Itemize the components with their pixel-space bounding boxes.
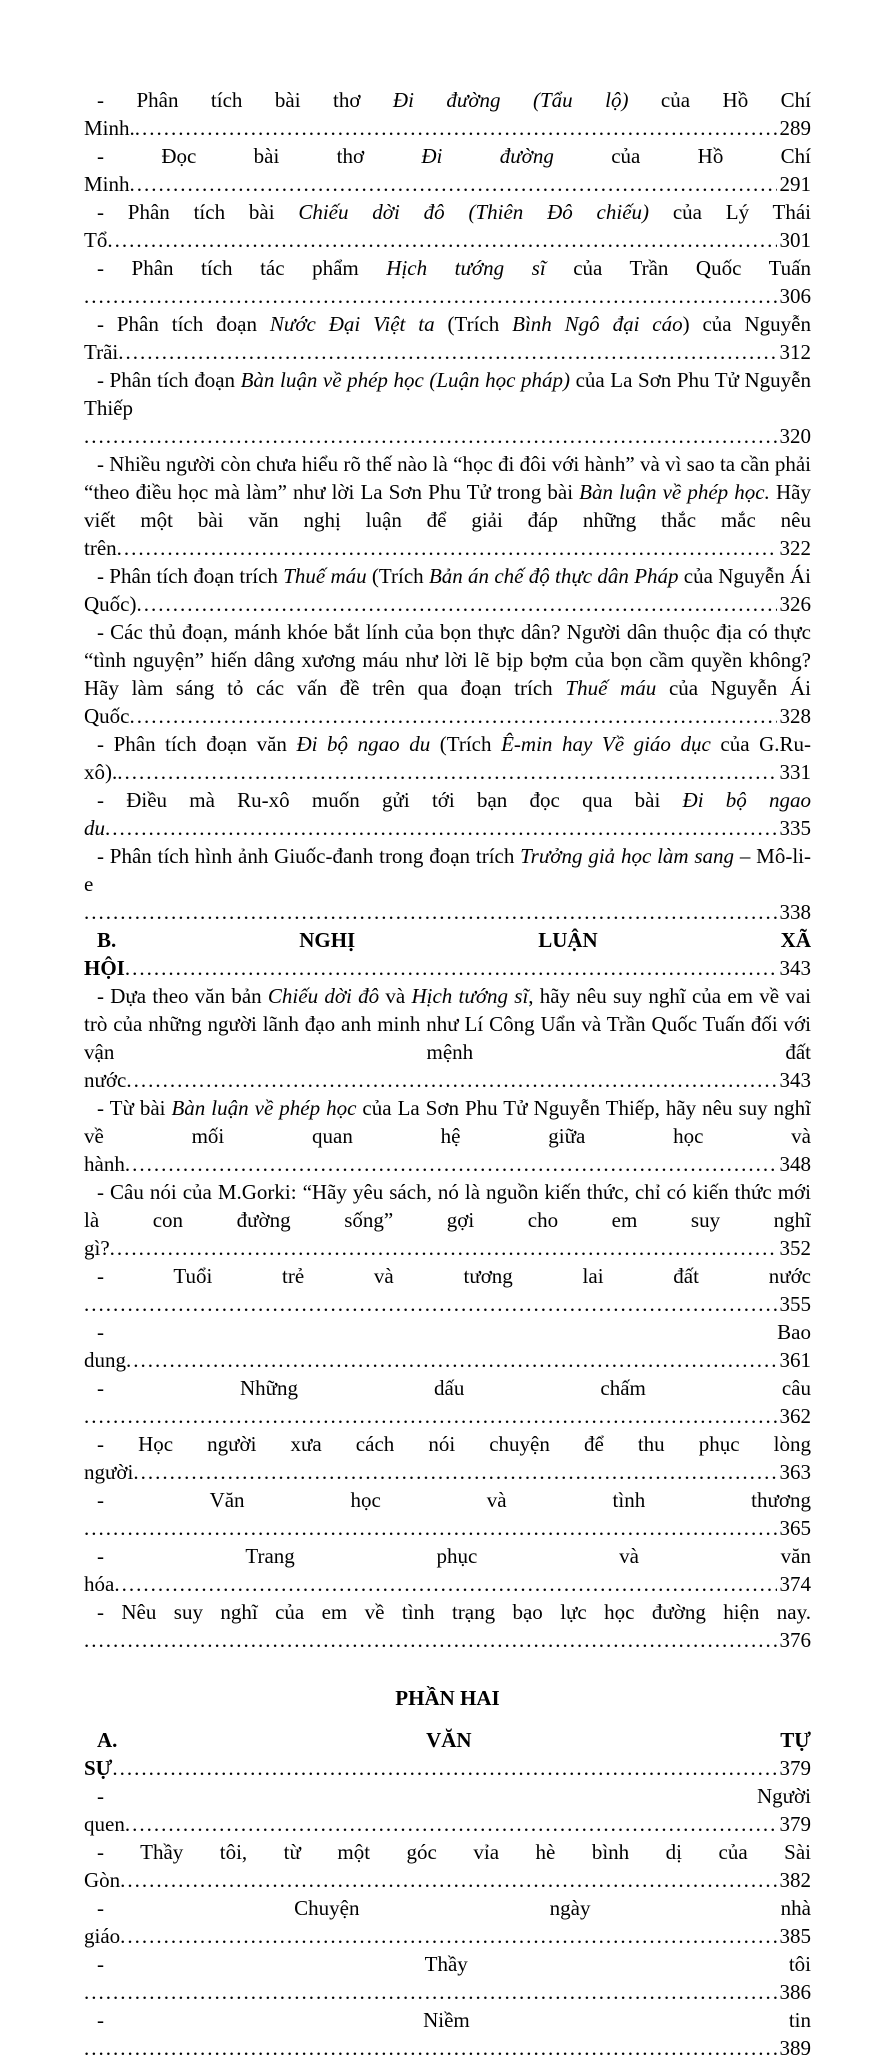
entry-text <box>84 984 811 1092</box>
page-number: 343 <box>777 954 812 982</box>
page-number: 348 <box>777 1150 812 1178</box>
toc-entry <box>84 86 811 142</box>
toc-entry <box>84 254 811 310</box>
entry-text-run: (Trích <box>430 732 502 756</box>
page-number: 363 <box>777 1458 812 1486</box>
toc-entry <box>84 1838 811 1894</box>
page-number: 301 <box>777 226 812 254</box>
entry-text <box>84 200 811 252</box>
entry-text-run: và <box>379 984 412 1008</box>
toc-entry <box>84 310 811 366</box>
page-number: 355 <box>777 1290 812 1318</box>
entry-text-run: - Dựa theo văn bản <box>97 984 268 1008</box>
entry-text <box>84 620 811 728</box>
entry-text-run: của Hồ Chí Minh <box>84 144 811 196</box>
entry-text-run: - Trang phục và văn hóa <box>84 1544 811 1596</box>
entry-text <box>84 844 811 924</box>
toc-section-heading <box>84 1726 811 1782</box>
entry-text-run: - Phân tích đoạn văn <box>97 732 297 756</box>
toc-entry <box>84 1542 811 1598</box>
entry-text-run: ) của Nguyễn Trãi <box>84 312 811 364</box>
entry-text <box>84 1600 811 1652</box>
entry-text <box>84 564 811 616</box>
toc-entry <box>84 1374 811 1430</box>
entry-text-run: - Tuổi trẻ và tương lai đất nước <box>97 1264 811 1288</box>
entry-text <box>84 1432 811 1484</box>
entry-text-run: Hãy viết một bài văn nghị luận để giải đáp những thắc mắc nêu trên <box>84 480 811 560</box>
entry-text <box>84 1376 811 1428</box>
page-number: 343 <box>777 1066 812 1094</box>
page-number: 331 <box>777 758 812 786</box>
page-number: 386 <box>777 1978 812 2006</box>
entry-text <box>84 1784 811 1836</box>
page-number: 291 <box>777 170 812 198</box>
entry-text-run: - Văn học và tình thương <box>97 1488 811 1512</box>
toc-entry <box>84 1950 811 2006</box>
entry-text <box>84 1180 811 1260</box>
entry-title-italic: Bình Ngô đại cáo <box>512 312 683 336</box>
toc-entry <box>84 1430 811 1486</box>
entry-title-italic: Bản án chế độ thực dân Pháp <box>428 564 679 588</box>
page-number: 289 <box>777 114 812 142</box>
toc-entry <box>84 562 811 618</box>
entry-text <box>84 1544 811 1596</box>
entry-title-italic: Trưởng giả học làm sang <box>520 844 735 868</box>
page-number: 374 <box>777 1570 812 1598</box>
toc-entry <box>84 198 811 254</box>
page-number: 338 <box>777 898 812 926</box>
toc-entry <box>84 1894 811 1950</box>
toc-entry <box>84 2006 811 2062</box>
entry-text-run: - Phân tích bài <box>97 200 299 224</box>
page-number: 306 <box>777 282 812 310</box>
toc-entry <box>84 1782 811 1838</box>
entry-title-italic: Bàn luận về phép học. <box>579 480 770 504</box>
toc-entry <box>84 730 811 786</box>
entry-text-run: , hãy nêu suy nghĩ của em về vai trò của những người lãnh đạo anh minh như Lí Công Uẩn và Trần Quốc Tuấn đối với vận mệnh đất nước <box>84 984 811 1092</box>
entry-text-run: - Từ bài <box>97 1096 172 1120</box>
toc-entry <box>84 1598 811 1654</box>
entry-title-italic: Hịch tướng sĩ <box>411 984 529 1008</box>
entry-text-run: - Các thủ đoạn, mánh khóe bắt lính của bọn thực dân? Người dân thuộc địa có thực “tình nguyện” hiến dâng xương máu như lời lẽ bịp bợm của bọn cầm quyền không? Hãy làm sáng tỏ các vấn đề trên qua đoạn trích <box>84 620 811 700</box>
toc-list <box>84 86 811 2062</box>
toc-entry <box>84 1094 811 1178</box>
entry-text <box>84 1320 811 1372</box>
toc-entry <box>84 450 811 562</box>
page-number: 352 <box>777 1234 812 1262</box>
entry-text <box>84 1896 811 1948</box>
entry-text <box>84 368 811 448</box>
entry-title-italic: Bàn luận về phép học <box>171 1096 357 1120</box>
entry-title-italic: Thuế máu <box>565 676 657 700</box>
entry-text <box>84 144 811 196</box>
entry-text <box>84 928 811 980</box>
entry-title-italic: Chiếu dời đô <box>267 984 380 1008</box>
toc-entry <box>84 1262 811 1318</box>
entry-text-run: - Thầy tôi, từ một góc vỉa hè bình dị của Sài Gòn <box>84 1840 811 1892</box>
part-heading: PHẦN HAI <box>395 1686 500 1710</box>
entry-text-run: - Câu nói của M.Gorki: “Hãy yêu sách, nó là nguồn kiến thức, chỉ có kiến thức mới là con đường sống” gợi cho em suy nghĩ gì? <box>84 1180 811 1260</box>
page-number: 379 <box>777 1810 812 1838</box>
entry-text <box>84 256 811 308</box>
entry-text-run: A. VĂN TỰ SỰ <box>84 1728 811 1780</box>
entry-text-run: của Hồ Chí Minh. <box>84 88 811 140</box>
toc-entry <box>84 142 811 198</box>
entry-text-run: của La Sơn Phu Tử Nguyễn Thiếp <box>84 368 811 420</box>
entry-text <box>84 88 811 140</box>
page-number: 361 <box>777 1346 812 1374</box>
entry-text <box>84 1096 811 1176</box>
entry-text-run: - Nhiều người còn chưa hiểu rõ thế nào là “học đi đôi với hành” và vì sao ta cần phải “theo điều học mà làm” như lời La Sơn Phu Tử trong bài <box>84 452 811 504</box>
entry-text-run: của La Sơn Phu Tử Nguyễn Thiếp, hãy nêu suy nghĩ về mối quan hệ giữa học và hành <box>84 1096 811 1176</box>
page-number: 365 <box>777 1514 812 1542</box>
page-number: 385 <box>777 1922 812 1950</box>
entry-title-italic: Đi bộ ngao du <box>296 732 431 756</box>
toc-entry <box>84 1318 811 1374</box>
entry-text <box>84 1840 811 1892</box>
page-number: 320 <box>777 422 812 450</box>
page-number: 335 <box>777 814 812 842</box>
page-number: 379 <box>777 1754 812 1782</box>
entry-text-run: – Mô-li-e <box>84 844 811 896</box>
entry-text <box>84 1488 811 1540</box>
entry-text-run: - Phân tích đoạn <box>97 312 270 336</box>
toc-entry <box>84 842 811 926</box>
entry-text-run: của Nguyễn Ái Quốc) <box>84 564 811 616</box>
page-number: 382 <box>777 1866 812 1894</box>
entry-title-italic: Đi bộ ngao du <box>84 788 811 840</box>
entry-title-italic: Đi đường (Tẩu lộ) <box>392 88 629 112</box>
entry-text-run: - Phân tích hình ảnh Giuốc-đanh trong đoạn trích <box>97 844 521 868</box>
toc-entry <box>84 982 811 1094</box>
entry-text <box>84 732 811 784</box>
entry-text <box>84 1728 811 1780</box>
toc-entry <box>84 366 811 450</box>
entry-text-run: - Phân tích tác phẩm <box>97 256 387 280</box>
entry-text-run: - Nêu suy nghĩ của em về tình trạng bạo lực học đường hiện nay. <box>97 1600 811 1624</box>
entry-title-italic: Bàn luận về phép học (Luận học pháp) <box>240 368 571 392</box>
page-number: 376 <box>777 1626 812 1654</box>
entry-text-run: (Trích <box>434 312 513 336</box>
page-number: 389 <box>777 2034 812 2062</box>
entry-text-run: B. NGHỊ LUẬN XÃ HỘI <box>84 928 811 980</box>
entry-title-italic: Thuế máu <box>283 564 367 588</box>
page-number: 322 <box>777 534 812 562</box>
page-number: 312 <box>777 338 812 366</box>
entry-text-run: - Thầy tôi <box>97 1952 811 1976</box>
entry-text <box>84 2008 811 2060</box>
entry-title-italic: Nước Đại Việt ta <box>269 312 435 336</box>
entry-text-run: - Những dấu chấm câu <box>97 1376 811 1400</box>
entry-title-italic: Đi đường <box>421 144 554 168</box>
entry-text <box>84 312 811 364</box>
entry-text-run: - Chuyện ngày nhà giáo <box>84 1896 811 1948</box>
entry-text-run: - Phân tích đoạn <box>97 368 241 392</box>
entry-text-run: - Niềm tin <box>97 2008 811 2032</box>
entry-text-run: của Trần Quốc Tuấn <box>545 256 811 280</box>
entry-text-run: - Phân tích đoạn trích <box>97 564 284 588</box>
toc-entry <box>84 618 811 730</box>
toc-entry <box>84 1486 811 1542</box>
entry-title-italic: Chiếu dời đô (Thiên Đô chiếu) <box>298 200 650 224</box>
entry-text-run: - Học người xưa cách nói chuyện để thu phục lòng người <box>84 1432 811 1484</box>
page-number: 328 <box>777 702 812 730</box>
entry-text <box>84 452 811 560</box>
entry-text-run: của G.Ru-xô). <box>84 732 811 784</box>
entry-title-italic: Ê-min hay Về giáo dục <box>501 732 711 756</box>
entry-text-run: - Phân tích bài thơ <box>97 88 393 112</box>
page-number: 326 <box>777 590 812 618</box>
entry-text-run: - Người quen <box>84 1784 811 1836</box>
entry-text-run: (Trích <box>366 564 429 588</box>
entry-text-run: của Nguyễn Ái Quốc <box>84 676 811 728</box>
entry-text-run: của Lý Thái Tổ <box>84 200 811 252</box>
entry-text <box>84 788 811 840</box>
entry-text-run: - Đọc bài thơ <box>97 144 422 168</box>
entry-text-run: - Điều mà Ru-xô muốn gửi tới bạn đọc qua bài <box>97 788 683 812</box>
page-number: 362 <box>777 1402 812 1430</box>
toc-entry <box>84 786 811 842</box>
entry-text <box>84 1952 811 2004</box>
toc-entry <box>84 1178 811 1262</box>
toc-section-heading <box>84 926 811 982</box>
entry-text <box>84 1264 811 1316</box>
entry-title-italic: Hịch tướng sĩ <box>386 256 546 280</box>
entry-text-run: - Bao dung <box>84 1320 811 1372</box>
